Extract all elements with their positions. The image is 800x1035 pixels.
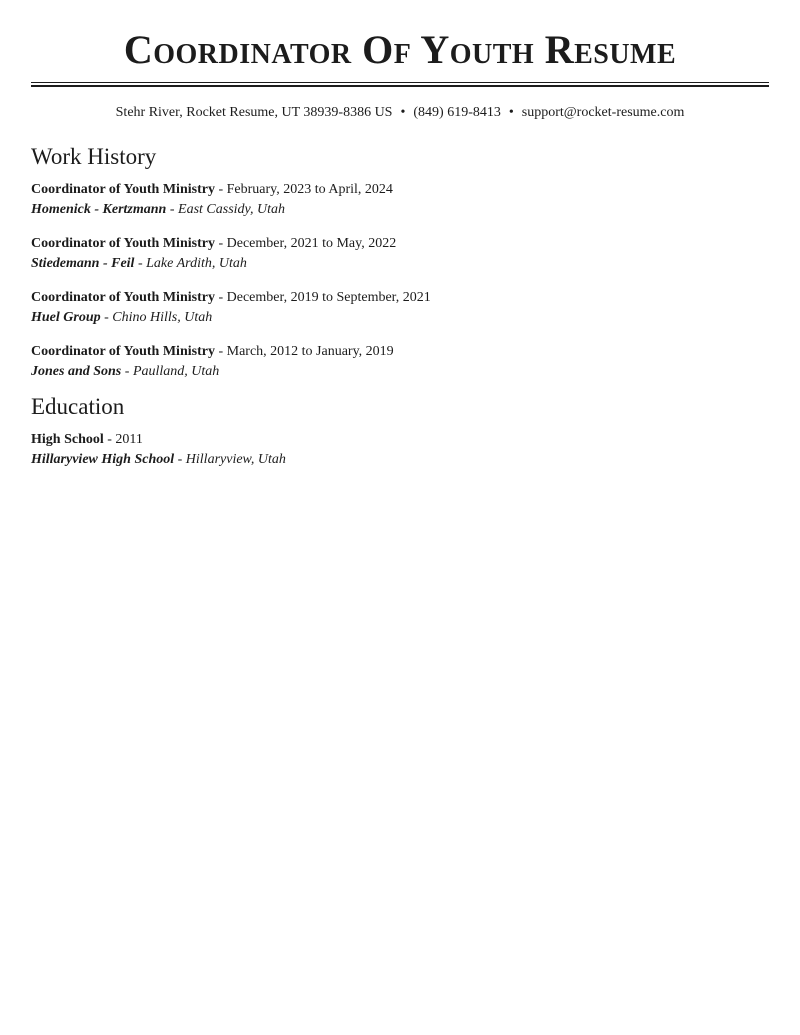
contact-email: support@rocket-resume.com	[521, 105, 685, 120]
work-entry	[31, 342, 769, 382]
work-entry-employer	[31, 308, 769, 328]
work-entry	[31, 180, 769, 220]
education-heading: Education	[31, 394, 125, 419]
work-entry-employer	[31, 362, 769, 382]
dash: -	[177, 452, 183, 467]
company-location: Chino Hills, Utah	[112, 310, 213, 325]
dash: -	[104, 310, 109, 325]
job-title: Coordinator of Youth Ministry	[31, 290, 215, 305]
work-entry-header	[31, 342, 769, 362]
degree: High School	[31, 432, 104, 447]
education-list	[31, 430, 769, 470]
job-title: Coordinator of Youth Ministry	[31, 344, 215, 359]
company-location: East Cassidy, Utah	[178, 202, 285, 217]
dash: -	[124, 364, 130, 379]
job-dates: December, 2019 to September, 2021	[226, 290, 431, 305]
company-name: Stiedemann - Feil	[31, 256, 135, 271]
title-divider	[31, 82, 769, 87]
job-dates: March, 2012 to January, 2019	[226, 344, 394, 359]
company-location: Lake Ardith, Utah	[146, 256, 247, 271]
dash: -	[218, 236, 224, 251]
job-dates: February, 2023 to April, 2024	[226, 182, 393, 197]
work-entry-header	[31, 288, 769, 308]
job-title: Coordinator of Youth Ministry	[31, 236, 215, 251]
work-entry	[31, 288, 769, 328]
graduation-year: 2011	[115, 432, 143, 447]
contact-separator: •	[400, 105, 406, 120]
contact-line	[31, 105, 769, 121]
dash: -	[218, 290, 224, 305]
contact-separator: •	[508, 105, 514, 120]
company-name: Huel Group	[31, 310, 101, 325]
work-entry-employer	[31, 254, 769, 274]
work-entry-employer	[31, 200, 769, 220]
contact-address: Stehr River, Rocket Resume, UT 38939-8386 US	[115, 105, 393, 120]
resume-title: Coordinator Of Youth Resume	[123, 27, 677, 72]
education-entry-header	[31, 430, 769, 450]
dash: -	[137, 256, 143, 271]
dash: -	[218, 182, 224, 197]
dash: -	[169, 202, 175, 217]
education-entry	[31, 430, 769, 470]
company-name: Jones and Sons	[31, 364, 122, 379]
school-location: Hillaryview, Utah	[185, 452, 286, 467]
work-history-list	[31, 180, 769, 382]
school-name: Hillaryview High School	[31, 452, 175, 467]
job-title: Coordinator of Youth Ministry	[31, 182, 215, 197]
education-entry-school	[31, 450, 769, 470]
dash: -	[218, 344, 224, 359]
company-name: Homenick - Kertzmann	[31, 202, 167, 217]
company-location: Paulland, Utah	[132, 364, 220, 379]
contact-phone: (849) 619-8413	[413, 105, 501, 120]
job-dates: December, 2021 to May, 2022	[226, 236, 397, 251]
work-entry-header	[31, 234, 769, 254]
dash: -	[107, 432, 112, 447]
work-entry-header	[31, 180, 769, 200]
work-history-heading: Work History	[31, 144, 157, 169]
work-entry	[31, 234, 769, 274]
